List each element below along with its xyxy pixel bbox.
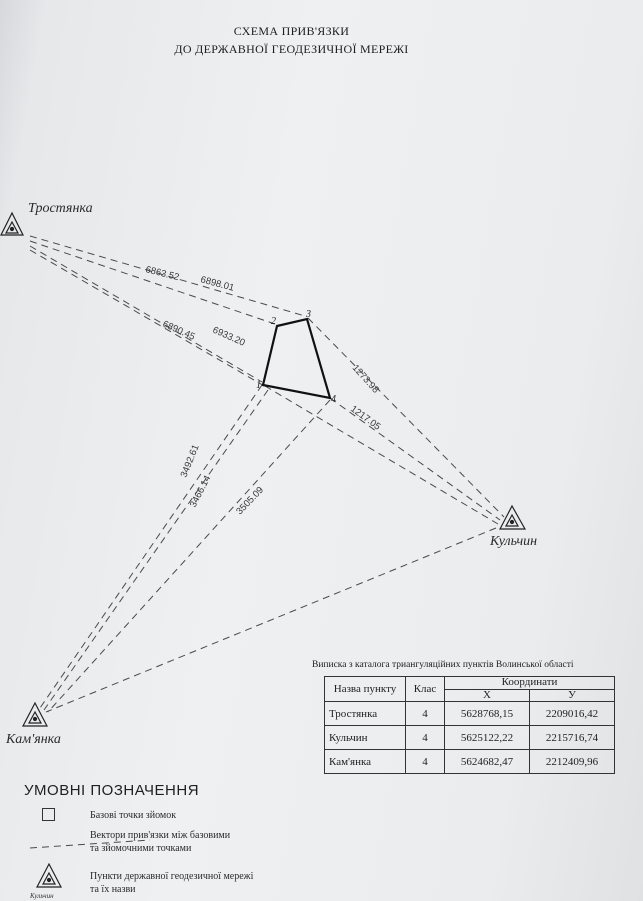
- cell-y: 2209016,42: [530, 702, 615, 726]
- table-row: [325, 750, 615, 774]
- coordinates-table: [324, 676, 615, 774]
- triangle-icon-trostianka: [1, 213, 23, 235]
- legend-vectors-line1: Вектори прив'язки між базовими: [90, 830, 231, 841]
- title-line-1: СХЕМА ПРИВ'ЯЗКИ: [233, 24, 350, 38]
- cell-x: 5624682,47: [445, 750, 530, 774]
- vector-kamianka-2: [44, 390, 268, 710]
- cell-y: 2215716,74: [530, 726, 615, 750]
- distance-label: 6898.01: [199, 274, 236, 294]
- distance-label: 6863.52: [144, 264, 181, 284]
- cell-name: Кам'янка: [325, 750, 406, 774]
- point-label-3: 3: [306, 309, 311, 320]
- cell-class: 4: [406, 726, 445, 750]
- header-coordinates: Координати: [445, 677, 615, 690]
- cell-class: 4: [406, 750, 445, 774]
- point-label-1: 1: [256, 380, 261, 391]
- place-name-trostianka: Тростянка: [28, 201, 93, 216]
- legend-state-points-line1: Пункти державної геодезичної мережі: [90, 871, 254, 882]
- cell-x: 5625122,22: [445, 726, 530, 750]
- distance-label: 3505.09: [234, 484, 267, 518]
- triangle-icon-kamianka: [23, 703, 47, 726]
- title-line-2: ДО ДЕРЖАВНОЇ ГЕОДЕЗИЧНОЇ МЕРЕЖІ: [174, 42, 409, 56]
- triangle-icon-legend: [37, 864, 61, 887]
- cell-x: 5628768,15: [445, 702, 530, 726]
- vector-kulchyn-3: [308, 318, 504, 517]
- vector-kulchyn-4b: [265, 386, 498, 524]
- header-x: X: [445, 689, 530, 702]
- header-class: Клас: [406, 677, 445, 702]
- place-name-kamianka: Кам'янка: [6, 732, 61, 747]
- legend-title: УМОВНІ ПОЗНАЧЕННЯ: [24, 782, 200, 799]
- table-row: [325, 726, 615, 750]
- cell-name: Тростянка: [325, 702, 406, 726]
- cell-class: 4: [406, 702, 445, 726]
- cell-y: 2212409,96: [530, 750, 615, 774]
- distance-label: 6933.20: [210, 324, 247, 349]
- header-y: У: [530, 689, 615, 702]
- vector-kamianka-1: [40, 385, 262, 708]
- table-row: [325, 702, 615, 726]
- distance-label: 3466.14: [187, 473, 214, 510]
- point-label-4: 4: [331, 394, 336, 405]
- distance-label: 3492.61: [178, 443, 202, 480]
- place-name-kulchyn: Кульчин: [490, 534, 538, 549]
- square-icon: [42, 808, 55, 821]
- legend-sample-name: Кульчин: [30, 892, 54, 900]
- survey-polygon: [263, 319, 330, 398]
- cell-name: Кульчин: [325, 726, 406, 750]
- triangle-icon-kulchyn: [500, 506, 525, 529]
- legend-state-points-line2: та їх назви: [90, 884, 136, 895]
- distance-label: 6890.45: [160, 318, 197, 343]
- legend-base-points: Базові точки зйомок: [90, 810, 177, 821]
- vector-trostianka-2: [30, 241, 275, 324]
- distance-label: 1273.98: [349, 362, 381, 396]
- distance-label: 1217.05: [348, 403, 383, 433]
- point-label-2: 2: [271, 316, 276, 327]
- header-name: Назва пункту: [325, 677, 406, 702]
- catalog-caption: Виписка з каталога триангуляційних пунктів Волинської області: [312, 660, 574, 670]
- legend-vectors-line2: та зйомочними точками: [90, 843, 192, 854]
